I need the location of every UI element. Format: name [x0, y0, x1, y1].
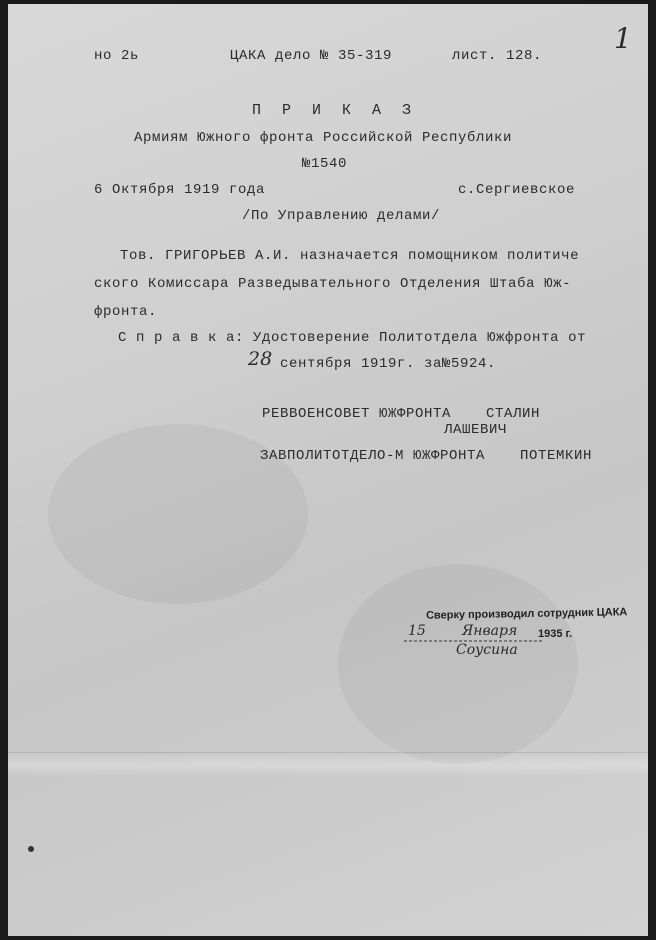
signatory-name: ПОТЕМКИН	[520, 448, 593, 464]
paper-fold	[8, 752, 648, 777]
order-place: с.Сергиевское	[458, 182, 576, 198]
politdept-title: ЗАВПОЛИТОТДЕЛО-М ЮЖФРОНТА	[260, 448, 486, 464]
document-subtitle: Армиям Южного фронта Российской Республики	[134, 130, 513, 146]
stamp-year: 1935 г.	[538, 628, 573, 640]
stamp-month: Января	[462, 623, 518, 639]
council-title: РЕВВОЕНСОВЕТ ЮЖФРОНТА	[262, 406, 452, 422]
stamp-day: 15	[408, 623, 426, 639]
body-line: фронта.	[94, 304, 158, 320]
reference-line: сентября 1919г. за№5924.	[280, 356, 497, 372]
page-number: 1	[614, 22, 632, 55]
header-left-note: но 2ь	[94, 48, 140, 64]
stamp-signature: Соусина	[456, 642, 518, 658]
archive-reference: ЦАКА дело № 35-319	[230, 48, 393, 64]
reference-line: С п р а в к а: Удостоверение Политотдела Южфронта от	[118, 330, 587, 346]
verification-stamp: Сверку производил сотрудник ЦАКА	[425, 606, 628, 622]
body-line: Тов. ГРИГОРЬЕВ А.И. назначается помощником политиче	[120, 248, 580, 264]
document-title: П Р И К А З	[252, 102, 418, 119]
paper-stain	[338, 564, 578, 764]
order-date: 6 Октября 1919 года	[94, 182, 266, 198]
department: /По Управлению делами/	[242, 208, 441, 224]
signatory-name: СТАЛИН	[486, 406, 541, 422]
body-line: ского Комиссара Разведывательного Отделения Штаба Юж-	[94, 276, 572, 292]
sheet-number: лист. 128.	[452, 48, 543, 64]
ink-speck	[28, 846, 34, 852]
signatory-name: ЛАШЕВИЧ	[444, 422, 508, 438]
order-number: №1540	[302, 156, 348, 172]
document-page	[8, 4, 648, 936]
reference-day: 28	[248, 348, 273, 370]
